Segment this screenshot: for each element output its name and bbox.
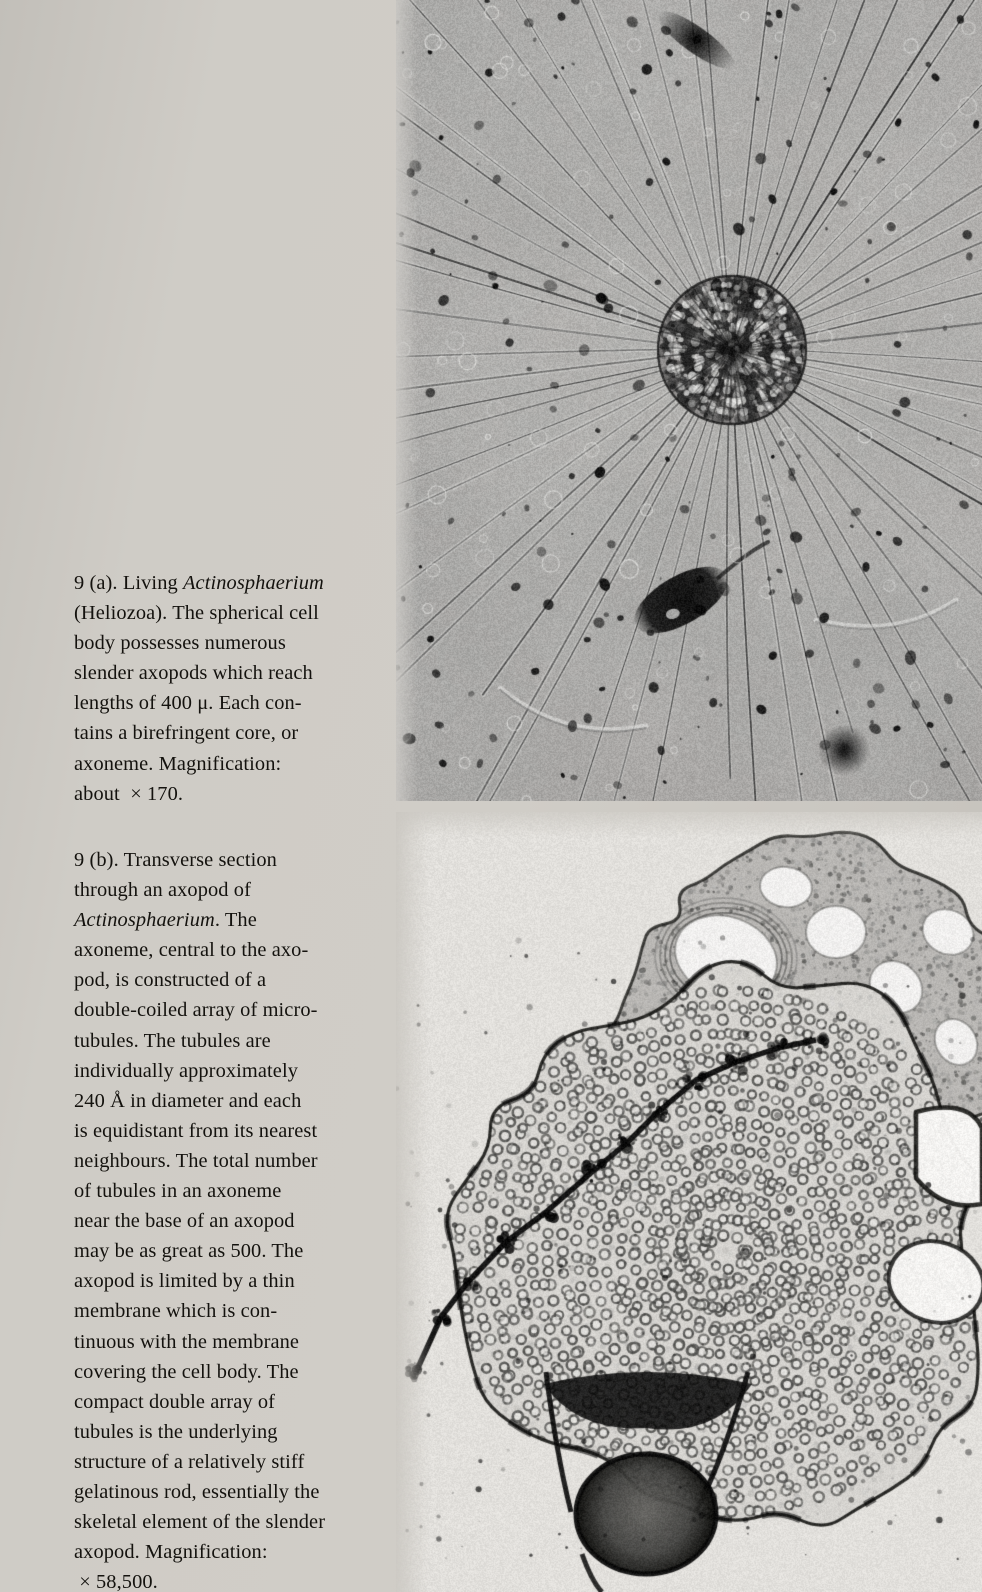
figure-9b-electron-micrograph: [396, 812, 982, 1592]
caption-9b-line: individually approximately: [74, 1059, 299, 1082]
caption-9a-line: body possesses numerous: [74, 632, 286, 655]
caption-9b-line: axopod. Magnification:: [74, 1541, 268, 1564]
caption-9b-line: structure of a relatively stiff: [74, 1450, 305, 1473]
caption-9a-line: (Heliozoa). The spherical cell: [74, 602, 319, 625]
caption-9a-line: 9 (a). Living Actinosphaerium: [74, 572, 324, 594]
caption-9a-line: axoneme. Magnification:: [74, 752, 282, 775]
caption-9a-line: slender axopods which reach: [74, 662, 313, 685]
caption-9b-line: may be as great as 500. The: [74, 1240, 304, 1263]
caption-9b-line: skeletal element of the slender: [74, 1511, 326, 1534]
caption-9b-line: axoneme, central to the axo-: [74, 939, 309, 962]
caption-9b-line: 240 Å in diameter and each: [74, 1089, 302, 1112]
caption-9a-line: lengths of 400 μ. Each con-: [74, 692, 302, 715]
caption-9b-line: compact double array of: [74, 1390, 276, 1413]
caption-9a-line: about × 170.: [74, 782, 184, 805]
caption-9b-line: axopod is limited by a thin: [74, 1270, 295, 1293]
caption-9b-line: tubules is the underlying: [74, 1420, 278, 1443]
caption-9b-line: is equidistant from its nearest: [74, 1119, 318, 1142]
caption-9b-line: tinuous with the membrane: [74, 1330, 300, 1353]
caption-9b-line: Actinosphaerium. The: [74, 909, 257, 932]
caption-9b: [74, 845, 380, 1592]
caption-9b-line: neighbours. The total number: [74, 1149, 318, 1172]
caption-9b-line: covering the cell body. The: [74, 1360, 299, 1383]
caption-9b-line: pod, is constructed of a: [74, 969, 267, 992]
caption-9a-line: tains a birefringent core, or: [74, 722, 299, 745]
caption-9b-line: double-coiled array of micro-: [74, 999, 318, 1022]
figure-9a-light-micrograph: [396, 0, 982, 801]
caption-9b-line: tubules. The tubules are: [74, 1029, 271, 1052]
caption-9b-line: gelatinous rod, essentially the: [74, 1480, 320, 1503]
caption-9a: [74, 568, 380, 809]
caption-9b-line: near the base of an axopod: [74, 1210, 295, 1233]
caption-9b-line: × 58,500.: [74, 1571, 158, 1592]
caption-9b-line: 9 (b). Transverse section: [74, 849, 277, 871]
caption-9b-line: membrane which is con-: [74, 1300, 278, 1323]
caption-9b-line: through an axopod of: [74, 879, 251, 902]
caption-9b-line: of tubules in an axoneme: [74, 1180, 282, 1203]
